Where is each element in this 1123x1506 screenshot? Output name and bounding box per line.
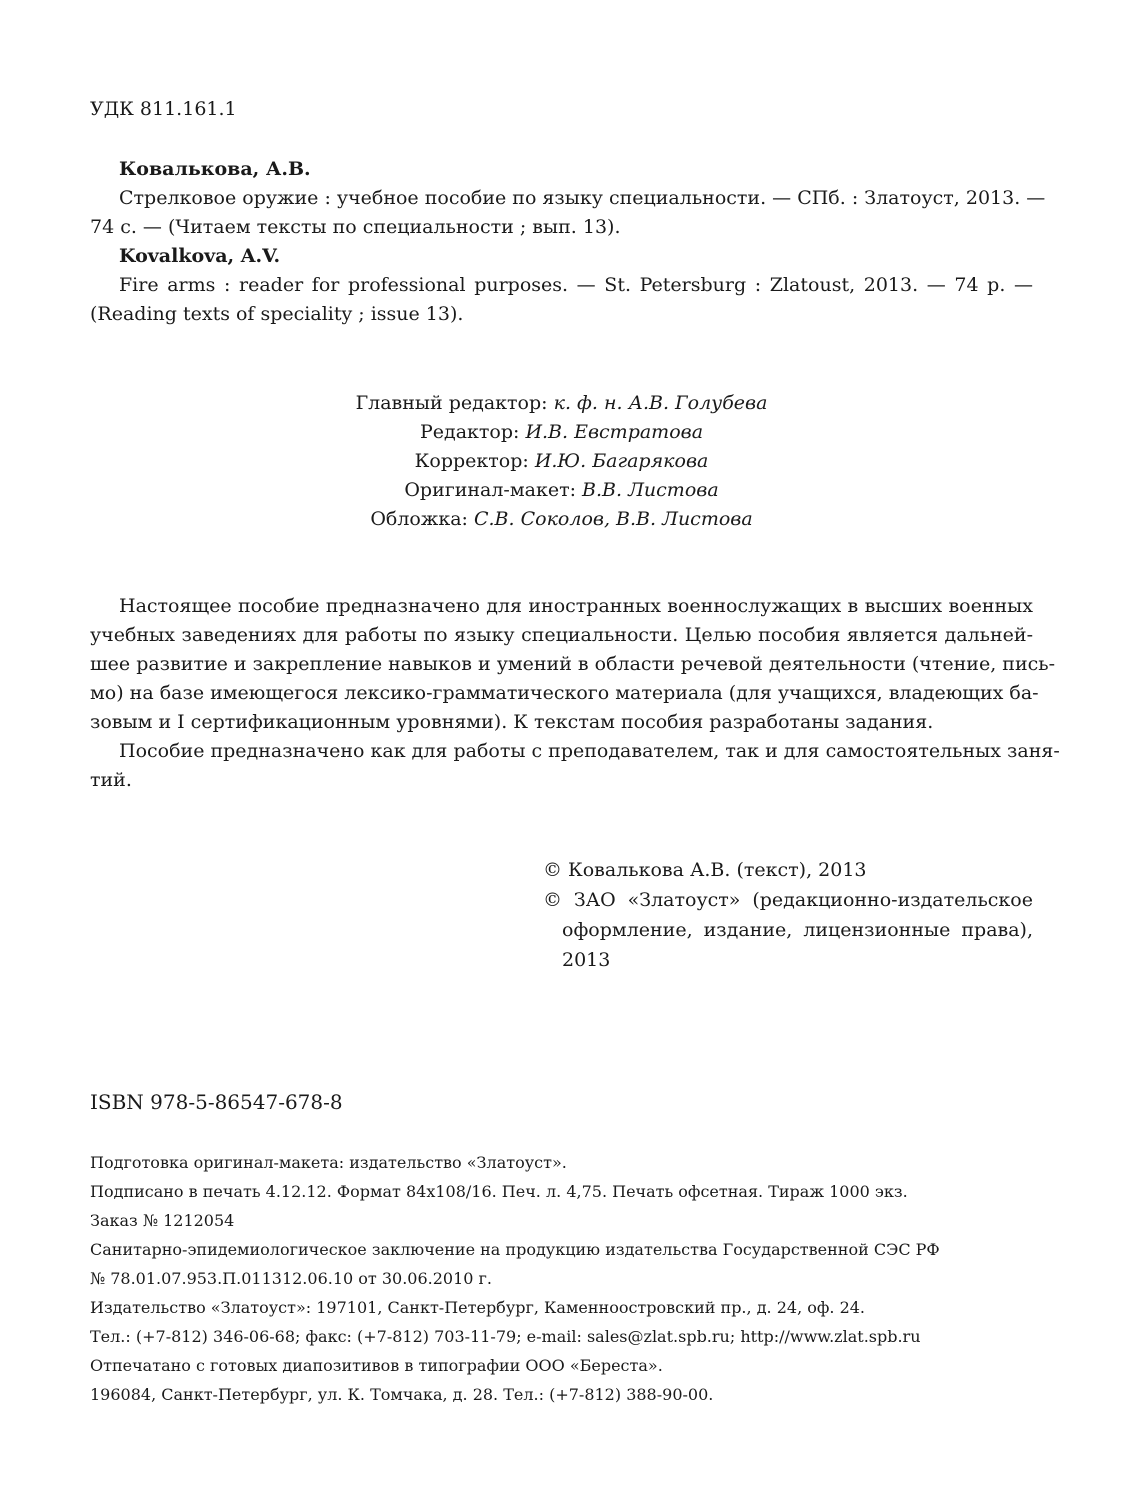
udk-classification [90,95,1033,124]
imprint-line: Подготовка оригинал-макета: издательство «Златоуст». [90,1153,567,1172]
copyright-year: 2013 [562,949,611,971]
isbn [90,1088,1033,1117]
abstract-line: тий. [90,769,132,791]
imprint-line: Тел.: (+7-812) 346-06-68; факс: (+7-812) 703-11-79; e-mail: sales@zlat.spb.ru; http://www.zlat.spb.ru [90,1327,921,1346]
record-ru-line-2: 74 с. — (Читаем тексты по специальности ; вып. 13). [90,216,621,238]
copyright-publisher: © ЗАО «Златоуст» (редакционно-издательское [543,889,1033,911]
abstract-line: Настоящее пособие предназначено для иностранных военнослужащих в высших военных [119,595,1033,617]
credit-role: Оригинал-макет: [404,479,583,501]
imprint-details [90,1148,1033,1409]
credit-person: И.Ю. Багарякова [534,450,709,472]
abstract-line: мо) на базе имеющегося лексико-грамматического материала (для учащихся, владеющих ба- [90,682,1039,704]
bibliographic-record [90,155,1046,329]
abstract-line: зовым и I сертификационным уровнями). К текстам пособия разработаны задания. [90,711,934,733]
imprint-line: Заказ № 1212054 [90,1211,235,1230]
credit-person: В.В. Листова [582,479,719,501]
record-ru-line-1: Стрелковое оружие : учебное пособие по языку специальности. — СПб. : Златоуст, 2013. — [119,187,1046,209]
credit-proofreader [90,447,1033,476]
imprint-line: Отпечатано с готовых диапозитивов в типографии ООО «Береста». [90,1356,663,1375]
abstract-line: учебных заведениях для работы по языку специальности. Целью пособия является дальней- [90,624,1033,646]
editorial-credits [90,389,1033,534]
udk-code: УДК 811.161.1 [90,98,237,120]
copyright-notice [543,855,1033,975]
credit-role: Главный редактор: [355,392,554,414]
credit-person: к. ф. н. А.В. Голубева [553,392,768,414]
record-en-line-2: (Reading texts of speciality ; issue 13). [90,303,464,325]
credit-role: Редактор: [419,421,526,443]
isbn-number: ISBN 978-5-86547-678-8 [90,1090,343,1114]
imprint-line: Подписано в печать 4.12.12. Формат 84х108/16. Печ. л. 4,75. Печать офсетная. Тираж 1000 экз. [90,1182,908,1201]
author-ru: Ковалькова, А.В. [119,158,311,180]
credit-role: Обложка: [370,508,474,530]
credit-person: С.В. Соколов, В.В. Листова [473,508,753,530]
imprint-line: Санитарно-эпидемиологическое заключение на продукцию издательства Государственной СЭС РФ [90,1240,940,1259]
abstract-line: Пособие предназначено как для работы с преподавателем, так и для самостоятельных заня- [119,740,1060,762]
abstract-line: шее развитие и закрепление навыков и умений в области речевой деятельности (чтение, пись- [90,653,1056,675]
credit-editor [90,418,1033,447]
abstract [90,592,1060,795]
credit-person: И.В. Евстратова [525,421,704,443]
record-en-line-1: Fire arms : reader for professional purposes. — St. Petersburg : Zlatoust, 2013. — 74 p. — [119,274,1033,296]
imprint-line: Издательство «Златоуст»: 197101, Санкт-Петербург, Каменноостровский пр., д. 24, оф. 24. [90,1298,866,1317]
copyright-author: © Ковалькова А.В. (текст), 2013 [543,859,867,881]
credit-cover [90,505,1033,534]
credit-chief-editor [90,389,1033,418]
copyright-publisher-cont: оформление, издание, лицензионные права), [562,919,1033,941]
imprint-line: № 78.01.07.953.П.011312.06.10 от 30.06.2010 г. [90,1269,493,1288]
credit-layout [90,476,1033,505]
credit-role: Корректор: [414,450,535,472]
imprint-line: 196084, Санкт-Петербург, ул. К. Томчака, д. 28. Тел.: (+7-812) 388-90-00. [90,1385,714,1404]
author-en: Kovalkova, A.V. [119,245,281,267]
